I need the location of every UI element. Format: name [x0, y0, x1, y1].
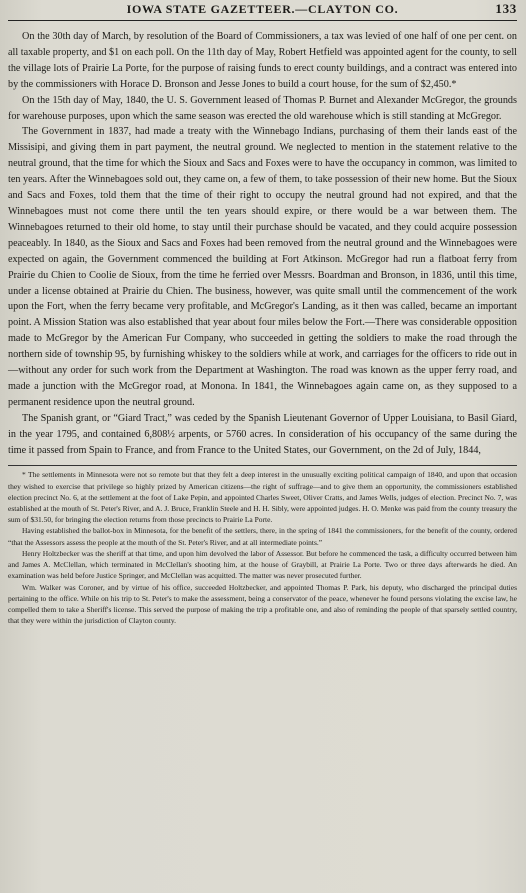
- main-text: [8, 29, 517, 458]
- footnote-holtzbecker: Henry Holtzbecker was the sheriff at that time, and upon him devolved the labor of Assessor. But before he commenced the task, a difficulty occurred between him and James A. McClellan, which terminated in McClellan's shooting him, at the house of Graybill, at Prairie La Porte. Two or three days afterwards he died. An examination was held before Justice Springer, and McClellan was acquitted. The matter was never prosecuted further.: [8, 548, 517, 581]
- running-title: IOWA STATE GAZETTEER.—CLAYTON CO.: [126, 2, 399, 16]
- footnote-minnesota-settlements: * The settlements in Minnesota were not so remote but that they felt a deep interest in the unusually exciting political campaign of 1840, and upon that occasion they wished to exercise that privilege so highly prized by American citizens—the right of suffrage—and to give them an opportunity, the commissioners established election precinct No. 6, at the settlement at the foot of Lake Pepin, and appointed Charles Sweet, Oliver Cratts, and James Wells, judges of election. Precinct No. 7, was established at the mouth of St. Peter's River, and A. J. Bruce, Franklin Steele and H. H. Sibly, were appointed judges. H. O. Menke was paid from the county treasury the sum of $31.50, for bringing the election returns from those precincts to Prairie La Porte.: [8, 470, 517, 525]
- footnote-rule: [8, 465, 517, 466]
- page-number: 133: [495, 1, 517, 16]
- paragraph-winnebago-treaty: The Government in 1837, had made a treaty with the Winnebago Indians, purchasing of them their lands east of the Missisipi, and giving them in part payment, the neutral ground. We neglected to mention in the statement relative to the neutral ground, that the time for which the Sioux and Sacs and Foxes were to have the occupancy in common, was limited to ten years. After the Winnebagoes sold out, they came on, a few of them, to take possession of their new home. But the Sioux and Sacs and Foxes, told them that the time of their right to occupy the neutral ground had not expired, and that the Winnebagoes must not come there until the ten years should expire, or there would be a war between them. The Winnebagoes returned to their old home, to stay until their purchase should be vacated, and they could acquire possession peaceably. In 1840, as the Sioux and Sacs and Foxes had been removed from the neutral ground and the Winnebagoes were expected on again, the Government commenced the building at Fort Atkinson. McGregor had run a flatboat ferry from Prairie du Chien to Coolie de Sioux, from the time he ferried over Messrs. Boardman and Bronson, in 1836, until this time, under a license obtained at Prairie du Chien. The business, however, was quite small until the commencement of the work upon the Fort, when the ferry became very profitable, and McGregor's Landing, as it then was called, became an important point. A Mission Station was also established that year about four miles below the Fort.—There was considerable opposition made to McGregor by the American Fur Company, who succeeded in getting the soldiers to make the road through the northern side of township 95, by furnishing whiskey to the soldiers while at work, and carriages for the officers to ride out in—without any order for such work from the Department at Washington. The road was known as the upper ferry road, and made a junction with the McGregor road, at Monona. In 1841, the Winnebagoes again came on, as they supposed to a permanent residence upon the neutral ground.: [8, 126, 517, 408]
- paragraph-giard-tract: The Spanish grant, or “Giard Tract,” was ceded by the Spanish Lieutenant Governor of Upper Louisiana, to Basil Giard, in the year 1795, and contained 6,808½ arpents, or 5760 acres. In consideration of his occupancy of the same during the time it passed from Spain to France, and from France to the United States, our Government, on the 2d of July, 1844,: [8, 412, 517, 456]
- paragraph-warehouse-lease: On the 15th day of May, 1840, the U. S. Government leased of Thomas P. Burnet and Alexander McGregor, the grounds for warehouse purposes, upon which the same season was erected the old warehouse which is still standing at McGregor.: [8, 94, 517, 122]
- running-header: [8, 0, 517, 18]
- header-rule: [8, 20, 517, 21]
- paragraph-tax-levy: On the 30th day of March, by resolution of the Board of Commissioners, a tax was levied of one half of one per cent. on all taxable property, and $1 on each poll. On the 11th day of May, Robert Hetfield was appointed agent for the county, to sell the village lots of Prairie La Porte, for the purpose of raising funds to erect county buildings, and a contract was entered into by the commissioners with Horace D. Bronson and Jesse Jones to build a court house, for the sum of $2,450.*: [8, 31, 517, 90]
- footnotes: [8, 469, 517, 626]
- footnote-walker-coroner: Wm. Walker was Coroner, and by virtue of his office, succeeded Holtzbecker, and appointed Thomas P. Park, his deputy, who discharged the principal duties pertaining to the office. While on his trip to St. Peter's to make the assessment, being a conservator of the peace, whenever he found persons violating the excise law, he compelled them to take a Sheriff's license. This served the purpose of making the trip a profitable one, and also of reminding the people of that sparsely settled country, that they were within the jurisdiction of Clayton county.: [8, 582, 517, 626]
- footnote-ballot-box: Having established the ballot-box in Minnesota, for the benefit of the settlers, there, in the spring of 1841 the commissioners, for the benefit of the county, ordered “that the Assessors assess the people at the mouth of the St. Peter's River, and at all intermediate points.”: [8, 526, 517, 547]
